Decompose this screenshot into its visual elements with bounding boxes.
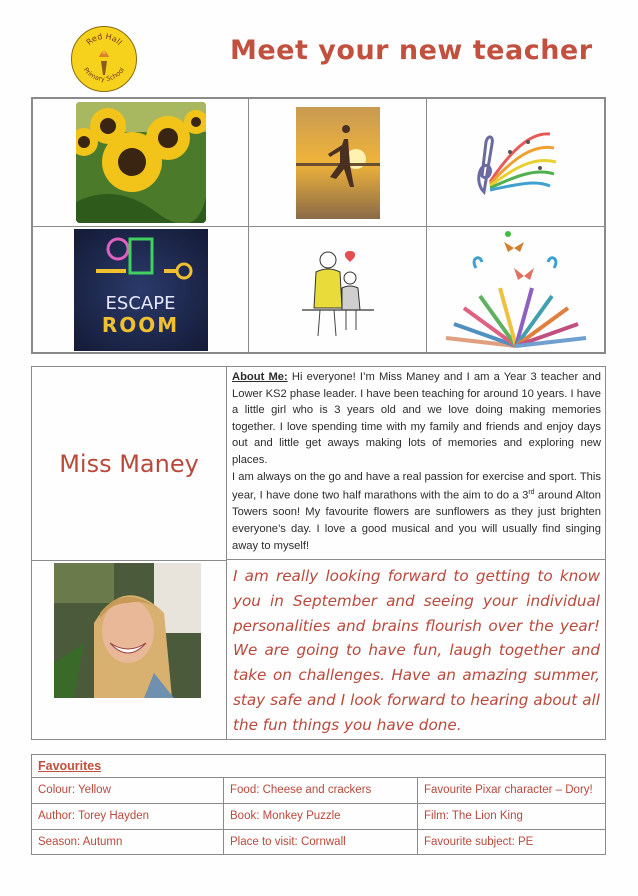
teacher-photo <box>54 563 201 698</box>
escape-sign-top: ESCAPE <box>105 292 176 314</box>
mother-daughter-illustration <box>298 240 378 340</box>
favourite-pixar-character: Favourite Pixar character – Dory! <box>424 784 593 796</box>
gallery-cell <box>33 99 249 227</box>
escape-room-sign <box>74 229 208 351</box>
gallery-cell <box>427 227 604 352</box>
school-logo <box>71 26 137 92</box>
gallery-cell <box>427 99 604 227</box>
about-me-paragraph-2a: I am always on the go and have a real passion for exercise and sport. This year, I have done two half marathons with the aim to do a 3 <box>232 470 601 502</box>
hobbies-gallery <box>31 97 606 354</box>
about-me-text <box>227 367 605 560</box>
favourite-season: Season: Autumn <box>32 830 224 855</box>
favourite-colour: Colour: Yellow <box>32 778 224 803</box>
teacher-name-cell <box>32 367 227 561</box>
welcome-message: I am really looking forward to getting to know you in September and seeing your individual personalities and brains flourish over the year! We are going to have fun, laugh together and take on challenges. Have an amazing summer, stay safe and I look forward to hearing about all the fun things you have done. <box>233 567 600 734</box>
gallery-cell <box>249 99 427 227</box>
ordinal-suffix: rd <box>528 489 535 497</box>
favourite-subject: Favourite subject: PE <box>424 836 534 848</box>
sunflowers-photo <box>76 102 206 223</box>
table-row <box>32 830 605 855</box>
gallery-cell <box>33 227 249 352</box>
about-me-label: About Me: <box>232 371 288 383</box>
svg-text:Red Hall <box>85 32 124 47</box>
favourites-heading: Favourites <box>32 755 605 778</box>
teacher-photo-cell <box>32 561 227 739</box>
favourite-food: Food: Cheese and crackers <box>224 778 418 803</box>
favourite-place: Place to visit: Cornwall <box>224 830 418 855</box>
about-me-paragraph-1: Hi everyone! I’m Miss Maney and I am a Year 3 teacher and Lower KS2 phase leader. I have been teaching for around 10 years. I have a little girl who is 3 years old and we love doing making memories together. I love spending time with my family and friends and enjoy days out and little get aways making lots of memories and exploring new places. <box>232 371 601 466</box>
table-row <box>32 778 605 804</box>
escape-sign-bottom: ROOM <box>101 312 180 337</box>
teacher-name: Miss Maney <box>59 449 199 478</box>
favourite-author: Author: Torey Hayden <box>32 804 224 829</box>
table-row <box>32 804 605 830</box>
about-me-paragraph-2b: around Alton Towers soon! My favourite flowers are sunflowers as they just brighten everyone’s day. I love a good musical and you will usually find singing away to myself! <box>232 489 602 552</box>
torch-icon <box>72 27 136 91</box>
favourite-film: Film: The Lion King <box>424 810 523 822</box>
favourite-book: Book: Monkey Puzzle <box>224 804 418 829</box>
logo-text-bottom: Primary School <box>81 65 127 84</box>
runner-sunset-photo <box>296 107 380 219</box>
open-book-butterflies-illustration <box>436 228 596 352</box>
favourites-table <box>31 754 606 855</box>
gallery-cell <box>249 227 427 352</box>
music-notes-illustration <box>470 122 562 204</box>
page-title: Meet your new teacher <box>230 35 593 66</box>
logo-text-top: Red Hall <box>84 31 124 47</box>
teacher-profile <box>31 366 606 740</box>
